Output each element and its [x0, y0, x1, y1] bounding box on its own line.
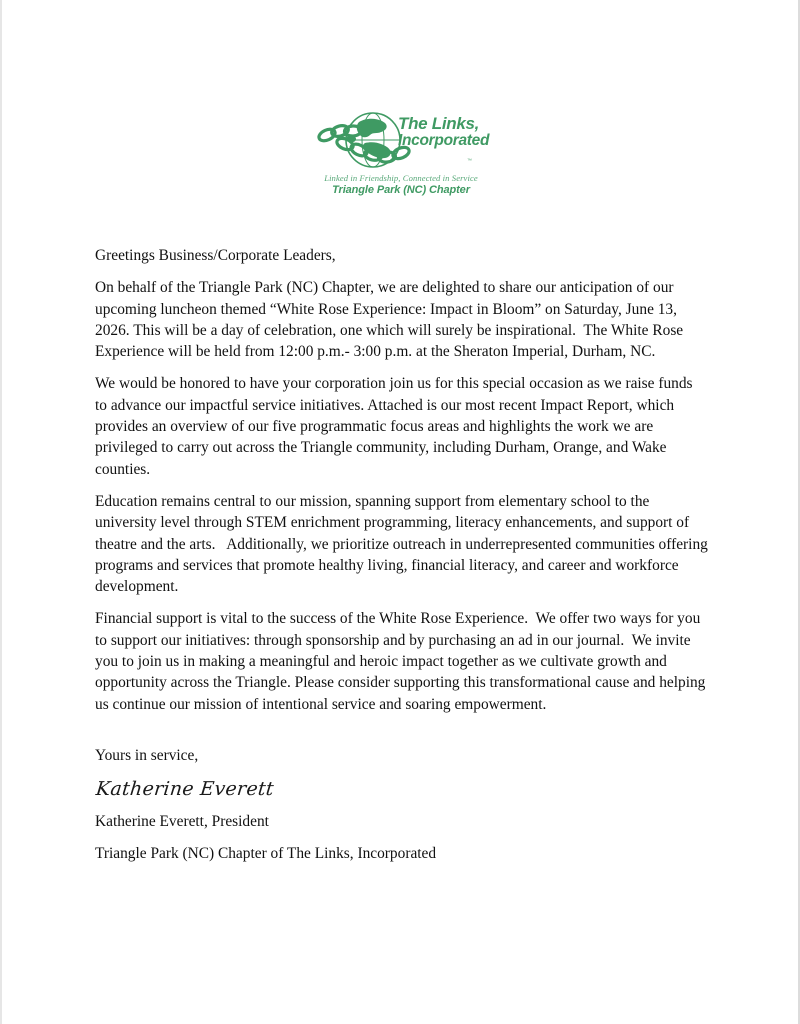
paragraph-4: Financial support is vital to the success of the White Rose Experience. We offer two ways for you to support our initiatives: through sponsorship and by purchasing an ad in our journal. We invite you to join us in making a meaningful and heroic impact together as we cultivate growth and opportunity across the Triangle. Please consider supporting this transformational cause and helping us continue our mission of intentional service and soaring empowerment. — [95, 610, 710, 713]
letter-body — [94, 245, 712, 864]
handwritten-signature: Katherine Everett — [94, 778, 276, 801]
letterhead — [315, 110, 490, 196]
trademark-icon: ™ — [467, 158, 472, 164]
logo-chapter-name: Triangle Park (NC) Chapter — [332, 184, 470, 196]
signer-organization: Triangle Park (NC) Chapter of The Links, Incorporated — [95, 844, 437, 862]
paragraph-1: On behalf of the Triangle Park (NC) Chapter, we are delighted to share our anticipation of our upcoming luncheon themed “White Rose Experience: Impact in Bloom” on Saturday, June 13, 2026. This will be a day of celebration, one which will surely be inspirational. The White Rose Experience will be held from 12:00 p.m.- 3:00 p.m. at the Sheraton Imperial, Durham, NC. — [95, 279, 687, 361]
logo-wordmark-line2: Incorporated — [398, 131, 490, 149]
logo-tagline: Linked in Friendship, Connected in Service — [324, 173, 478, 183]
signature-block — [95, 745, 708, 864]
logo-wordmark — [398, 116, 489, 148]
salutation: Greetings Business/Corporate Leaders, — [95, 247, 336, 264]
paragraph-2: We would be honored to have your corporation join us for this special occasion as we raise funds to advance our impactful service initiatives. Attached is our most recent Impact Report, which provides an overview of our five programmatic focus areas and highlights the work we are privileged to carry out across the Triangle community, including Durham, Orange, and Wake counties. — [95, 375, 697, 478]
closing-line: Yours in service, — [95, 746, 199, 764]
signer-name-title: Katherine Everett, President — [95, 813, 269, 831]
logo-row — [315, 110, 490, 172]
logo-wordmark-line1: The Links, — [398, 114, 480, 133]
paragraph-3: Education remains central to our mission, spanning support from elementary school to the university level through STEM enrichment programming, literacy enhancements, and support of theatre and the arts. Additionally, we prioritize outreach in underrepresented communities offering programs and services that promote healthy living, financial literacy, and career and workforce development. — [95, 492, 712, 596]
